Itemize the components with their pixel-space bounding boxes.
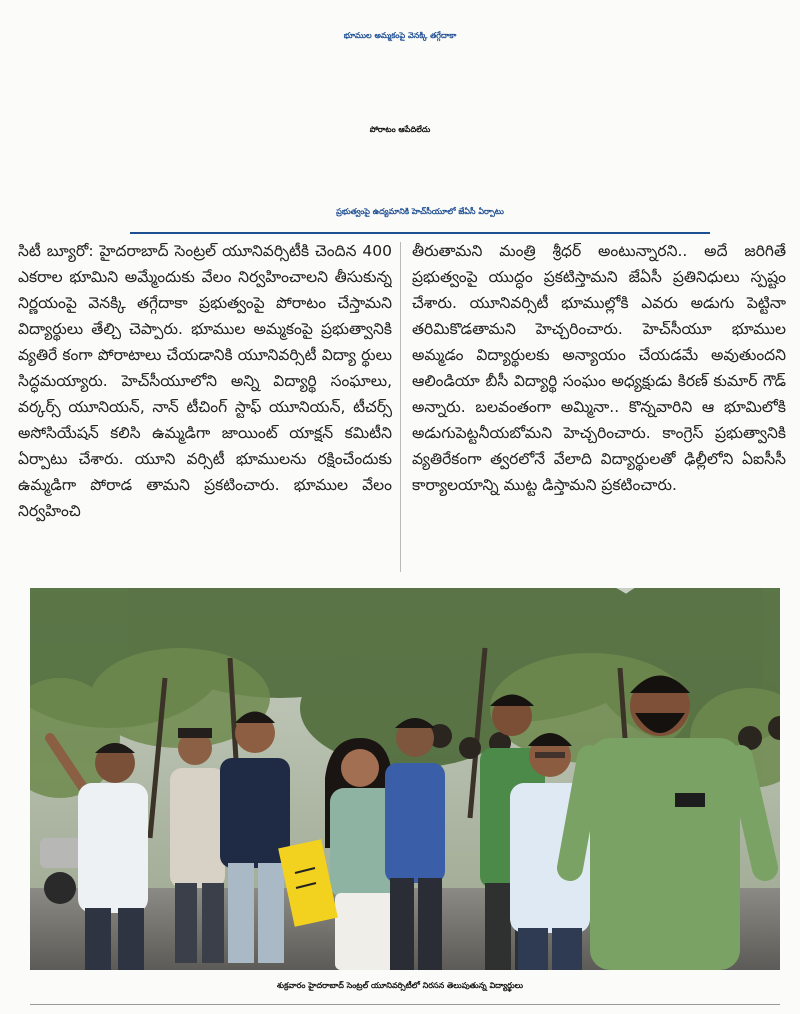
body-column-right: తీరుతామని మంత్రి శ్రీధర్ అంటున్నారని.. అదే జరిగితే ప్రభుత్వంపై యుద్ధం ప్రకటిస్తామని జేఏసీ ప్రతినిధులు స్పష్టం చేశారు. యూనివర్సిటీ భూముల్లోకి ఎవరు అడుగు పెట్టినా తరిమికొడతామని హెచ్చరించారు. హెచ్‌సీయూ భూముల అమ్మడం విద్యార్థులకు అన్యాయం చేయడమే అవుతుందని ఆలిండియా బీసీ విద్యార్థి సంఘం అధ్యక్షుడు కిరణ్ కుమార్ గౌడ్ అన్నారు. బలవంతంగా అమ్మినా.. కొన్నవారిని ఆ భూమిలోకి అడుగుపెట్టనీయబోమని హెచ్చరించారు. కాంగ్రెస్ ప్రభుత్వానికి వ్యతిరేకంగా త్వరలోనే వేలాది విద్యార్థులతో ఢిల్లీలోని ఏఐసీసీ కార్యాలయాన్ని ముట్ట డిస్తామని ప్రకటించారు.: [412, 242, 786, 494]
column-divider: [400, 242, 401, 572]
protest-photo: [30, 588, 780, 970]
article-subhead: ప్రభుత్వంపై ఉద్యమానికి హెచ్‌సీయూలో జేఏసీ ఏర్పాటు: [336, 207, 504, 216]
article-headline: పోరాటం ఆపేదిలేదు: [369, 125, 431, 134]
article-kicker: భూముల అమ్మకంపై వెనక్కి తగ్గేదాకా: [343, 31, 457, 40]
body-column-left: సిటీ బ్యూరో: హైదరాబాద్ సెంట్రల్ యూనివర్సిటీకి చెందిన 400 ఎకరాల భూమిని అమ్మేందుకు వేలం నిర్వహించాలని తీసుకున్న నిర్ణయంపై వెనక్కి తగ్గేదాకా ప్రభుత్వంపై పోరాటం చేస్తామని విద్యార్థులు తేల్చి చెప్పారు. భూముల అమ్మకంపై ప్రభుత్వానికి వ్యతిరే కంగా పోరాటాలు చేయడానికి యూనివర్సిటీ విద్యా ర్థులు సిద్ధమయ్యారు. హెచ్‌సీయూలోని అన్ని విద్యార్థి సంఘాలు, వర్కర్స్ యూనియన్, నాన్ టీచింగ్ స్టాఫ్ యూనియన్, టీచర్స్ అసోసియేషన్ కలిసి ఉమ్మడిగా జాయింట్ యాక్షన్ కమిటీని ఏర్పాటు చేశారు. యూని వర్సిటీ భూములను రక్షించేందుకు ఉమ్మడిగా పోరాడ తామని ప్రకటించారు. భూముల వేలం నిర్వహించి: [18, 242, 392, 520]
subhead-underline: [130, 232, 710, 234]
photo-caption: శుక్రవారం హైదరాబాద్ సెంట్రల్ యూనివర్సిటీలో నిరసన తెలుపుతున్న విద్యార్థులు: [276, 981, 524, 990]
bottom-rule: [30, 1004, 780, 1005]
